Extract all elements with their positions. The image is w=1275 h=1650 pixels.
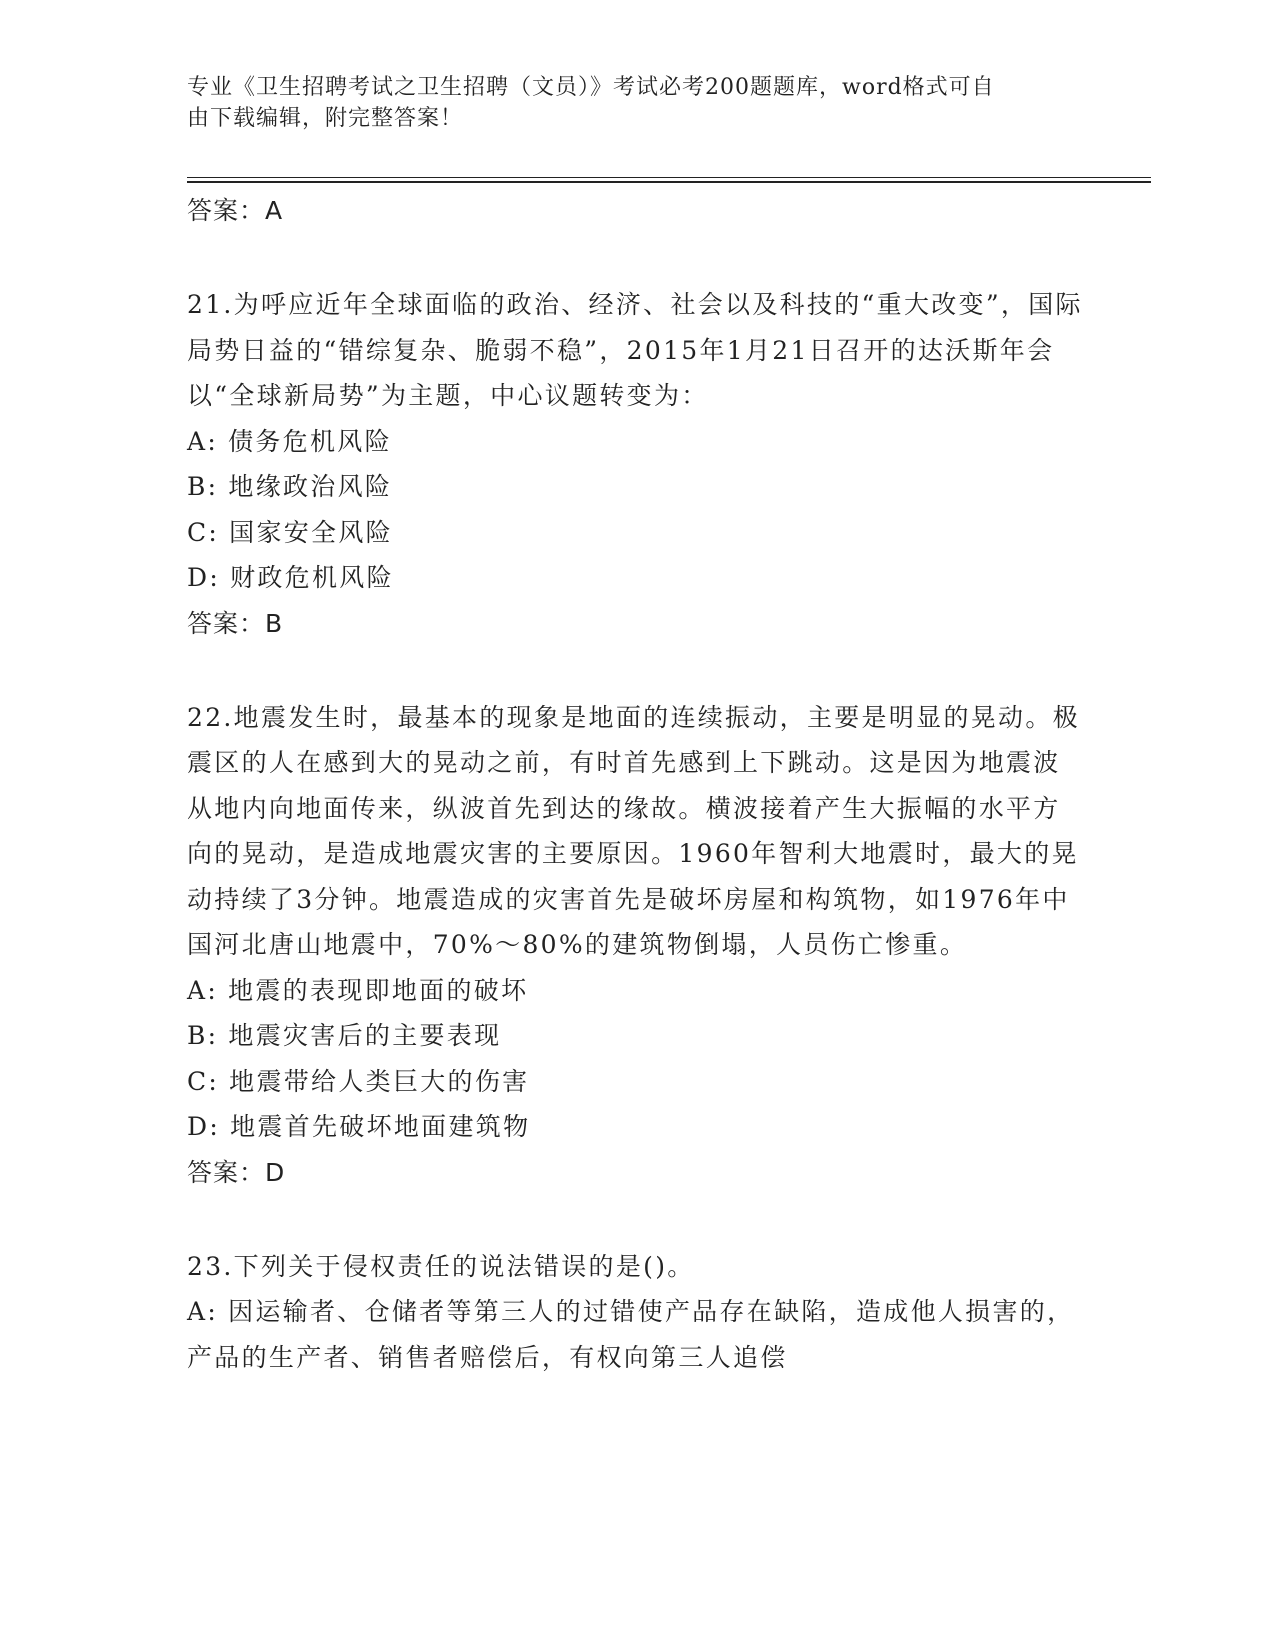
option-text: 地缘政治风险 bbox=[228, 472, 393, 501]
option-text: 地震首先破坏地面建筑物 bbox=[230, 1112, 531, 1141]
option-key: C: bbox=[187, 517, 220, 547]
answer-line: 答案：B bbox=[187, 608, 284, 638]
question-22 bbox=[187, 695, 1087, 1196]
page-header bbox=[187, 72, 1067, 134]
question-text: 23.下列关于侵权责任的说法错误的是()。 bbox=[187, 1251, 695, 1281]
header-divider-thin bbox=[187, 177, 1151, 178]
option-key: A: bbox=[187, 975, 219, 1005]
option-c bbox=[187, 510, 1087, 556]
option-text: 债务危机风险 bbox=[228, 426, 392, 456]
option-text: 地震灾害后的主要表现 bbox=[228, 1021, 502, 1050]
question-23 bbox=[187, 1244, 1087, 1381]
option-a bbox=[187, 968, 1087, 1014]
option-key: B: bbox=[187, 472, 219, 501]
previous-answer: 答案：A bbox=[187, 196, 284, 225]
question-text: 22.地震发生时，最基本的现象是地面的连续振动，主要是明显的晃动。极震区的人在感到大的晃动之前，有时首先感到上下跳动。这是因为地震波从地内向地面传来，纵波首先到达的缘故。横波接着产生大振幅的水平方向的晃动，是造成地震灾害的主要原因。1960年智利大地震时，最大的晃动持续了3分钟。地震造成的灾害首先是破坏房屋和构筑物，如1976年中国河北唐山地震中，70%～80%的建筑物倒塌，人员伤亡惨重。 bbox=[187, 702, 1080, 959]
option-text: 地震带给人类巨大的伤害 bbox=[229, 1066, 530, 1096]
option-text: 财政危机风险 bbox=[230, 563, 394, 592]
option-a bbox=[187, 1289, 1087, 1380]
question-list bbox=[187, 188, 1087, 1380]
option-text: 国家安全风险 bbox=[229, 517, 393, 547]
option-text: 因运输者、仓储者等第三人的过错使产品存在缺陷，造成他人损害的，产品的生产者、销售者赔偿后，有权向第三人追偿 bbox=[187, 1297, 1075, 1372]
option-text: 地震的表现即地面的破坏 bbox=[228, 975, 529, 1005]
option-a bbox=[187, 419, 1087, 465]
option-key: D: bbox=[187, 1112, 221, 1141]
option-d bbox=[187, 555, 1087, 601]
option-key: C: bbox=[187, 1066, 220, 1096]
option-key: A: bbox=[187, 426, 219, 456]
option-d bbox=[187, 1104, 1087, 1150]
option-key: A: bbox=[187, 1297, 219, 1326]
option-key: D: bbox=[187, 563, 221, 592]
option-c bbox=[187, 1059, 1087, 1105]
answer-line: 答案：D bbox=[187, 1157, 286, 1187]
option-b bbox=[187, 1013, 1087, 1059]
header-divider-thick bbox=[187, 181, 1151, 183]
question-21 bbox=[187, 282, 1087, 647]
question-text: 21.为呼应近年全球面临的政治、经济、社会以及科技的“重大改变”，国际局势日益的“错综复杂、脆弱不稳”，2015年1月21日召开的达沃斯年会以“全球新局势”为主题，中心议题转变为： bbox=[187, 290, 1083, 410]
header-line-2: 由下载编辑，附完整答案！ bbox=[187, 106, 464, 131]
header-line-1: 专业《卫生招聘考试之卫生招聘（文员）》考试必考200题题库，word格式可自 bbox=[187, 75, 995, 100]
option-b bbox=[187, 464, 1087, 510]
option-key: B: bbox=[187, 1021, 219, 1050]
